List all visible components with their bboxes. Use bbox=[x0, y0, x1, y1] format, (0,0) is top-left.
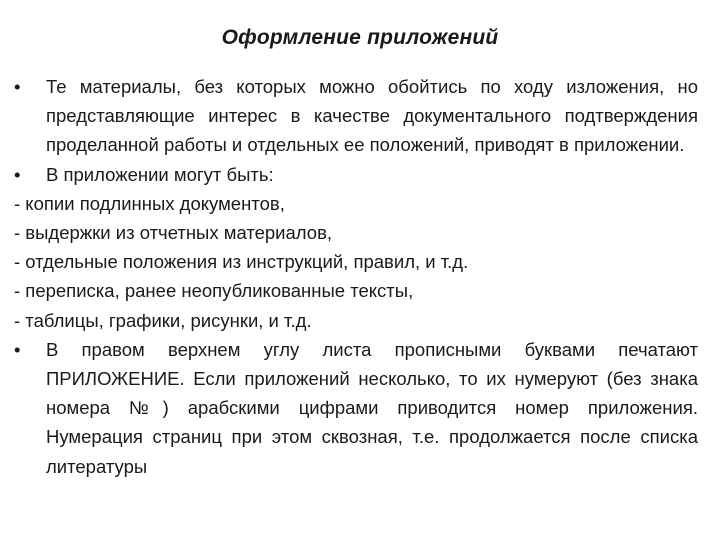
bullet-dot-icon: • bbox=[14, 163, 21, 185]
bullet-text: Те материалы, без которых можно обойтись по ходу изложения, но представляющие интерес в качестве документального подтверждения проделанной работы и отдельных ее положений, приводят в приложении. bbox=[46, 76, 698, 156]
list-item: - выдержки из отчетных материалов, bbox=[14, 222, 333, 244]
slide-content bbox=[14, 72, 698, 481]
bullet-item-appendix-rules bbox=[14, 335, 698, 481]
bullet-item-contents bbox=[14, 160, 698, 189]
bullet-item-materials bbox=[14, 72, 698, 160]
list-item: - таблицы, графики, рисунки, и т.д. bbox=[14, 309, 312, 331]
list-item: - отдельные положения из инструкций, правил, и т.д. bbox=[14, 251, 469, 273]
list-item: - копии подлинных документов, bbox=[14, 192, 285, 214]
bullet-text: В приложении могут быть: bbox=[46, 163, 274, 185]
bullet-text: В правом верхнем углу листа прописными буквами печатают ПРИЛОЖЕНИЕ. Если приложений несколько, то их нумеруют (без знака номера №) арабскими цифрами приводится номер приложения. Нумерация страниц при этом сквозная, т.е. продолжается после списка литературы bbox=[46, 338, 698, 477]
bullet-dot-icon: • bbox=[14, 76, 21, 97]
list-item: - переписка, ранее неопубликованные тексты, bbox=[14, 280, 414, 302]
bullet-dot-icon: • bbox=[14, 338, 21, 360]
slide-title: Оформление приложений bbox=[221, 26, 499, 49]
